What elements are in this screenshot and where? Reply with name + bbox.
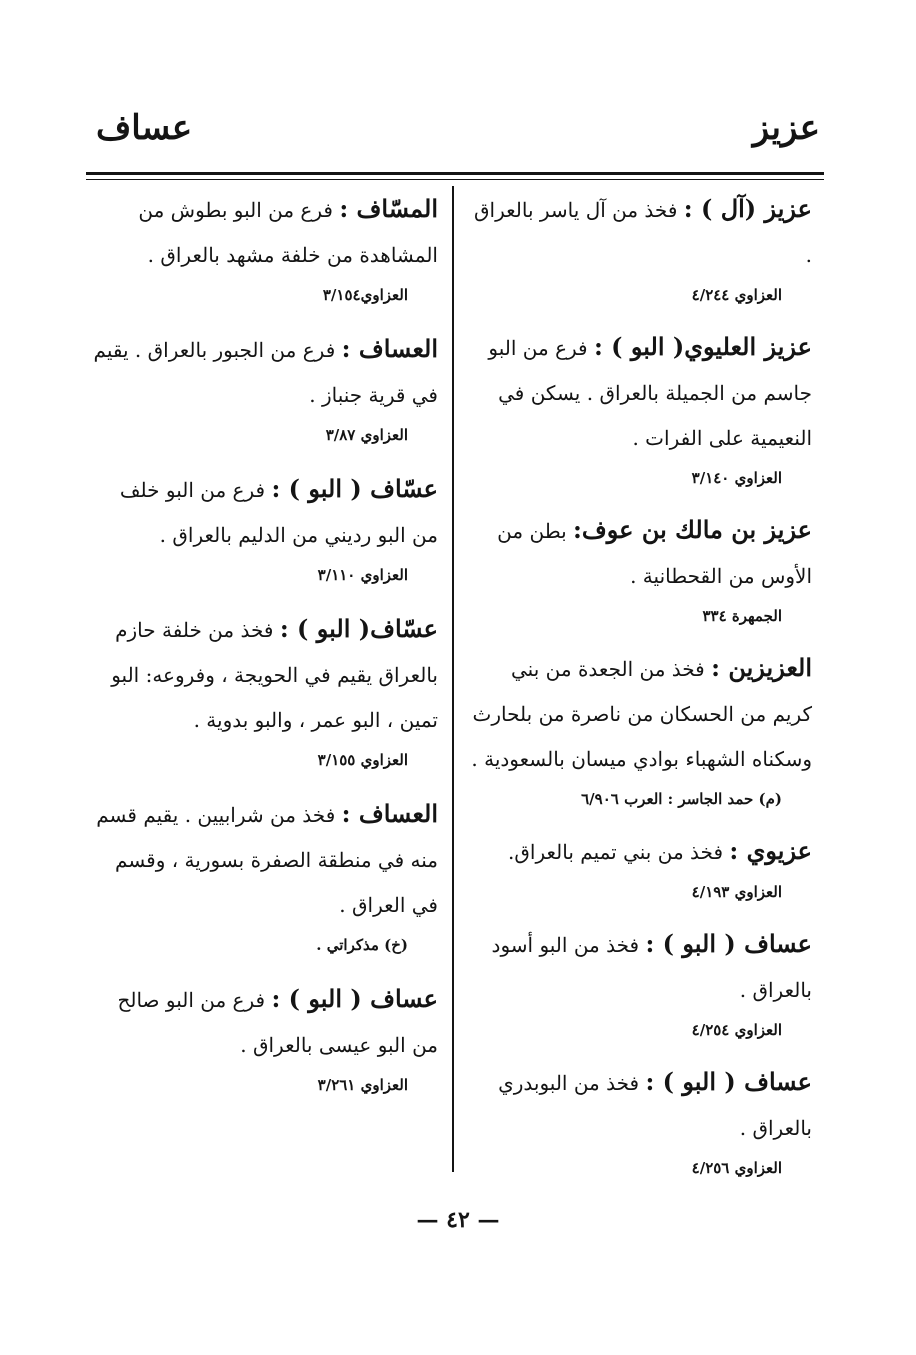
entry-name: عزيز العليوي( البو ) :: [593, 332, 812, 361]
entry-name: عزيز بن مالك بن عوف:: [573, 515, 812, 544]
entry-description: فخذ من البو أسود بالعراق .: [491, 933, 812, 1002]
entry-description: فرع من البو صالح من البو عيسى بالعراق .: [117, 988, 438, 1057]
entry-description: فخذ من شرابيين . يقيم قسم منه في منطقة الصفرة بسورية ، وقسم في العراق .: [96, 803, 438, 917]
entry-reference: (م) حمد الجاسر : العرب ٦/٩٠٦: [581, 790, 782, 808]
entry-reference: العزاوي ٤/١٩٣: [691, 883, 782, 901]
entry-reference: العزاوي٣/١٥٤: [322, 286, 408, 304]
entry-reference: العزاوي ٣/١٥٥: [317, 751, 408, 769]
entry: [92, 791, 438, 960]
left-column: [92, 186, 438, 1116]
entry-body: [466, 507, 812, 599]
entry-reference: العزاوي ٤/٢٥٤: [691, 1021, 782, 1039]
entry: [92, 466, 438, 590]
entry-body: [466, 645, 812, 782]
entry-name: المسّاف :: [339, 194, 438, 223]
entry-body: [466, 1059, 812, 1151]
entry: [92, 606, 438, 775]
entry-description: فخذ من البوبدري بالعراق .: [498, 1071, 812, 1140]
entry-reference: (خ) مذكراتي .: [316, 936, 408, 954]
entry: [466, 186, 812, 310]
entry-body: [466, 324, 812, 461]
entry-body: [92, 791, 438, 928]
entry-reference: العزاوي ٣/١١٠: [317, 566, 408, 584]
entry-reference: العزاوي ٤/٢٤٤: [691, 286, 782, 304]
entry-name: العساف :: [341, 799, 438, 828]
entry-body: [466, 921, 812, 1013]
entry-reference: الجمهرة ٣٣٤: [702, 607, 782, 625]
entry: [92, 326, 438, 450]
header-left-title: عساف: [96, 108, 193, 148]
entry-name: عساف ( البو ) :: [645, 929, 812, 958]
entry-description: فرع من الجبور بالعراق . يقيم في قرية جنباز .: [93, 338, 438, 407]
entry-name: عزيوي :: [729, 836, 812, 865]
entry: [466, 645, 812, 814]
entry: [466, 1059, 812, 1183]
entry: [466, 507, 812, 631]
entry-reference: العزاوي ٣/١٤٠: [691, 469, 782, 487]
entry-name: العزيزين :: [711, 653, 812, 682]
entry: [466, 828, 812, 907]
header-rule-thin: [86, 179, 824, 180]
header-rule-thick: [86, 172, 824, 175]
entry: [466, 324, 812, 493]
entry-name: العساف :: [341, 334, 438, 363]
entry-description: فرع من البو بطوش من المشاهدة من خلفة مشهد بالعراق .: [138, 198, 438, 267]
entry-reference: العزاوي ٣/٨٧: [325, 426, 408, 444]
header-right-title: عزيز: [752, 108, 820, 148]
column-divider: [452, 186, 454, 1172]
entry-description: فخذ من آل ياسر بالعراق .: [474, 198, 812, 267]
entry-body: [466, 828, 812, 875]
entry-body: [92, 976, 438, 1068]
entry: [92, 976, 438, 1100]
entry-name: عسّاف( البو ) :: [279, 614, 438, 643]
entry-reference: العزاوي ٤/٢٥٦: [691, 1159, 782, 1177]
right-column: [466, 186, 812, 1197]
entry-name: عساف ( البو ) :: [271, 984, 438, 1013]
entry-name: عسّاف ( البو ) :: [271, 474, 438, 503]
entry-description: فرع من البو جاسم من الجميلة بالعراق . يسكن في النعيمية على الفرات .: [488, 336, 812, 450]
entry-name: عساف ( البو ) :: [645, 1067, 812, 1096]
entry-name: عزيز (آل ) :: [683, 194, 812, 223]
entry: [92, 186, 438, 310]
entry-reference: العزاوي ٣/٢٦١: [317, 1076, 408, 1094]
entry-description: فخذ من بني تميم بالعراق.: [508, 840, 723, 864]
entry-body: [92, 186, 438, 278]
entry-body: [92, 466, 438, 558]
entry-description: فخذ من خلفة حازم بالعراق يقيم في الحويجة ، وفروعه: البو تمين ، البو عمر ، والبو بدوية .: [111, 618, 438, 732]
entry-body: [92, 606, 438, 743]
entry-description: بطن من الأوس من القحطانية .: [497, 519, 812, 588]
entry-body: [92, 326, 438, 418]
entry: [466, 921, 812, 1045]
entry-description: فخذ من الجعدة من بني كريم من الحسكان من ناصرة من بلحارث وسكناه الشهباء بوادي ميسان بالسعودية .: [471, 657, 812, 771]
entry-body: [466, 186, 812, 278]
page-number: — ٤٢ —: [416, 1207, 500, 1233]
entry-description: فرع من البو خلف من البو رديني من الدليم بالعراق .: [119, 478, 438, 547]
